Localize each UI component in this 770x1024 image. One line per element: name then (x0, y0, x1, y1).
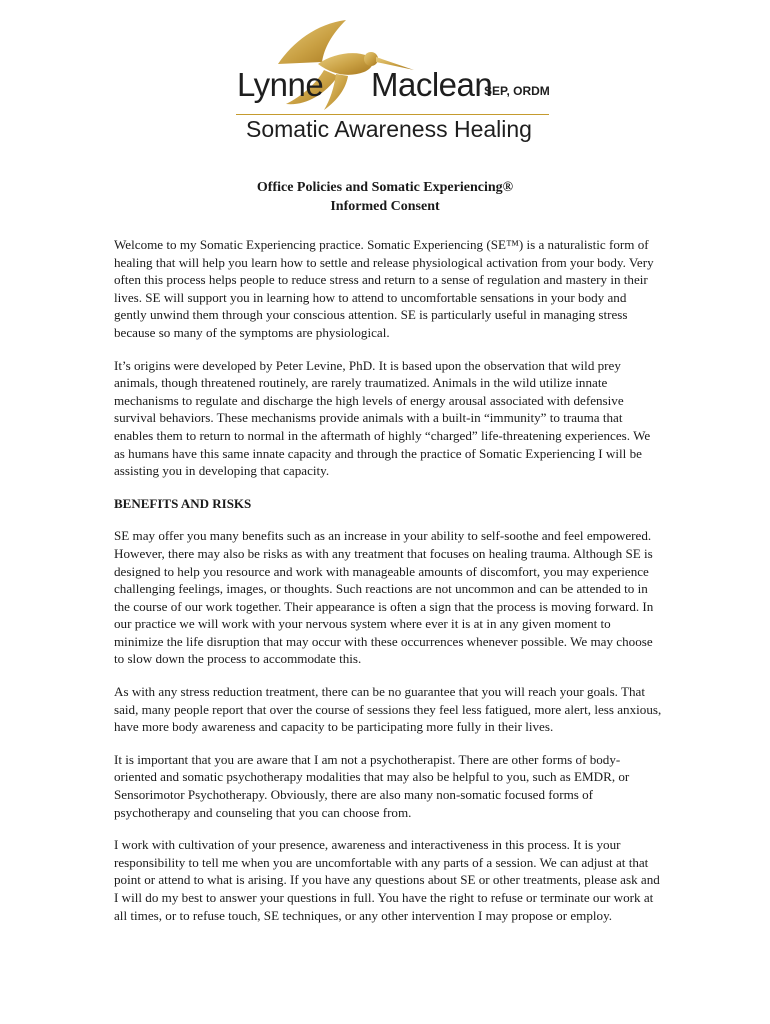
title-line-1: Office Policies and Somatic Experiencing® (256, 180, 514, 195)
logo-credentials: SEP, ORDM (484, 84, 550, 98)
logo-tagline: Somatic Awareness Healing (246, 116, 532, 142)
paragraph-benefits-3: It is important that you are aware that I am not a psychotherapist. There are other forms of body-oriented and somatic psychotherapy modalities that may also be helpful to you, such as EMDR, or Sensorimotor Psychotherapy. Obviously, there are also many non-somatic focused forms of psychotherapy and counseling that you can choose from. (114, 751, 630, 820)
letterhead-logo (0, 0, 770, 160)
paragraph-intro-2: It’s origins were developed by Peter Levine, PhD. It is based upon the observation that wild prey animals, though threatened routinely, are rarely traumatized. Animals in the wild utilize innate mechanisms to regulate and discharge the high levels of energy arousal associated with defensive survival behaviors. These mechanisms provide animals with a built-in “immunity” to trauma that enables them to return to normal in the aftermath of highly “charged” life-threatening experiences. We as humans have this same innate capacity and through the practice of Somatic Experiencing I will be assisting you in developing that capacity. (114, 357, 651, 479)
logo-divider (236, 114, 549, 115)
paragraph-benefits-2: As with any stress reduction treatment, there can be no guarantee that you will reach your goals. That said, many people report that over the course of sessions they feel less fatigued, more alert, less anxious, have more body awareness and capacity to be participating more fully in their lives. (114, 684, 662, 735)
paragraph-intro-1: Welcome to my Somatic Experiencing practice. Somatic Experiencing (SE™) is a naturalistic form of healing that will help you learn how to settle and release physiological activation from your body. Very often this process helps people to reduce stress and return to a sense of regulation and mastery in their lives. SE will support you in learning how to attend to uncomfortable sensations in your body and gently unwind them through your conscious attention. SE is particularly useful in managing stress because so many of the symptoms are physiological. (114, 237, 654, 340)
section-heading-benefits-risks: BENEFITS AND RISKS (114, 495, 252, 511)
document-body (114, 236, 662, 939)
paragraph-benefits-4: I work with cultivation of your presence, awareness and interactiveness in this process. It is your responsibility to tell me when you are uncomfortable with any parts of a session. We can adjust at that point or attend to what is arising. If you have any questions about SE or other treatments, please ask and I will do my best to answer your questions in full. You have the right to refuse or terminate our work at all times, or to refuse touch, SE techniques, or any other intervention I may propose or employ. (114, 837, 660, 923)
title-line-2: Informed Consent (330, 199, 440, 214)
paragraph-benefits-1: SE may offer you many benefits such as an increase in your ability to self-soothe and feel empowered. However, there may also be risks as with any treatment that focuses on healing trauma. Although SE is designed to help you resource and work with manageable amounts of discomfort, you may experience challenging feelings, images, or thoughts. Such reactions are not uncommon and can be attended to in the course of our work together. Their appearance is often a sign that the process is moving forward. In our practice we will work with your nervous system where ever it is at in any given moment to minimize the life disruption that may occur with these occurrences whenever possible. We may choose to slow down the process to accommodate this. (114, 528, 654, 667)
logo-first-name: Lynne (237, 66, 324, 103)
logo-last-name: Maclean (371, 66, 493, 103)
document-title (0, 178, 770, 216)
